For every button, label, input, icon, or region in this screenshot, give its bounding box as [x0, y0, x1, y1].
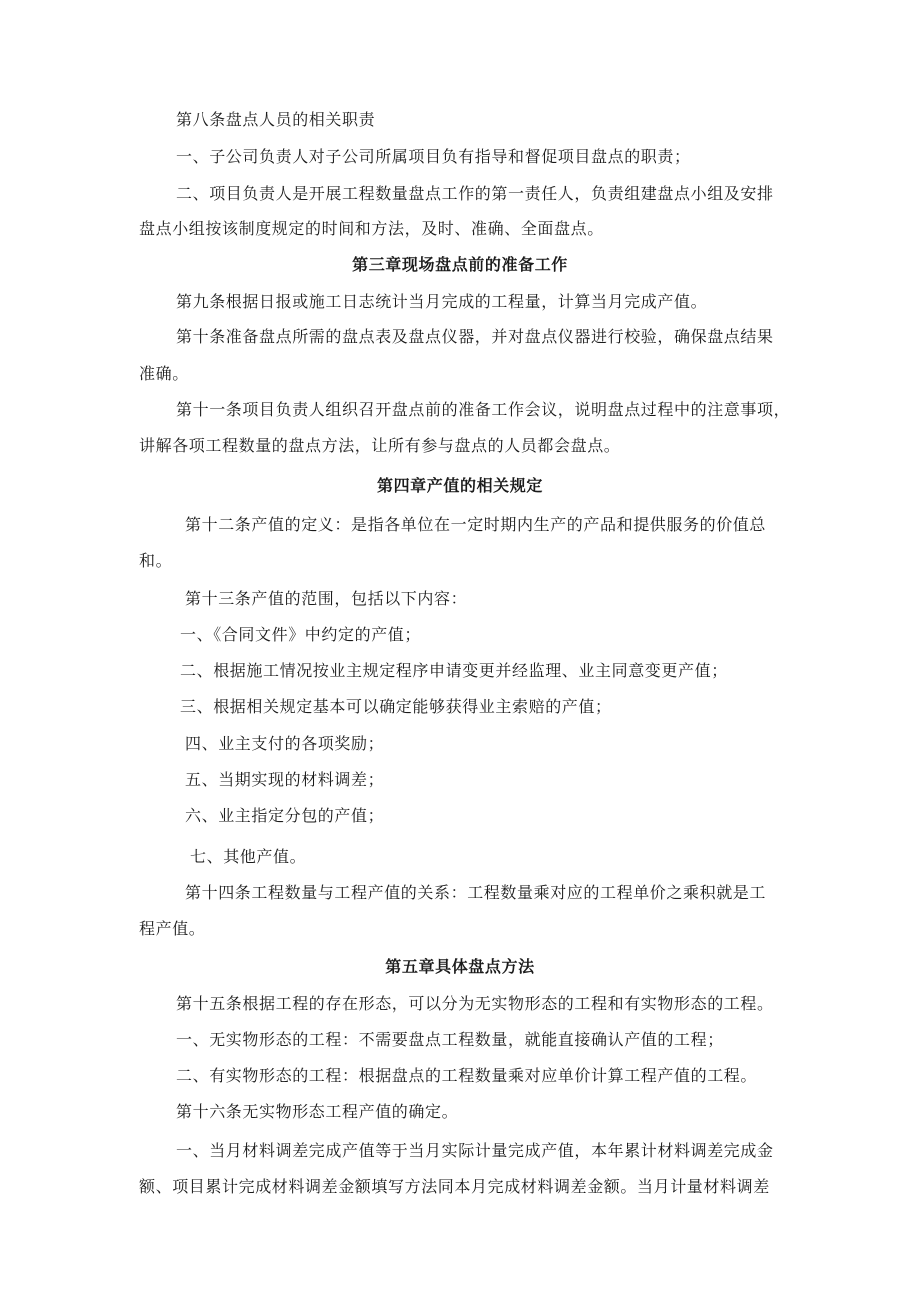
- article-15-item-2: 二、有实物形态的工程：根据盘点的工程数量乘对应单价计算工程产值的工程。: [176, 1066, 758, 1085]
- article-15-item-1: 一、无实物形态的工程：不需要盘点工程数量，就能直接确认产值的工程；: [176, 1030, 724, 1049]
- scope-item-5: 五、当期实现的材料调差；: [185, 770, 385, 789]
- scope-item-1: 一、《合同文件》中约定的产值；: [180, 625, 422, 644]
- article-16: 第十六条无实物形态工程产值的确定。: [176, 1102, 459, 1121]
- chapter-5-heading: 第五章具体盘点方法: [385, 957, 535, 976]
- article-12-line-2: 和。: [139, 551, 173, 570]
- article-14-line-2: 程产值。: [139, 919, 206, 938]
- scope-item-6: 六、业主指定分包的产值；: [185, 806, 385, 825]
- scope-item-2: 二、根据施工情况按业主规定程序申请变更并经监理、业主同意变更产值；: [180, 661, 728, 680]
- article-16-para-1-line-1: 一、当月材料调差完成产值等于当月实际计量完成产值，本年累计材料调差完成金: [176, 1141, 774, 1160]
- article-8-item-1: 一、子公司负责人对子公司所属项目负有指导和督促项目盘点的职责；: [176, 147, 691, 166]
- article-13: 第十三条产值的范围，包括以下内容：: [185, 589, 468, 608]
- article-11-line-1: 第十一条项目负责人组织召开盘点前的准备工作会议，说明盘点过程中的注意事项，: [176, 400, 791, 419]
- article-8-item-2-line-1: 二、项目负责人是开展工程数量盘点工作的第一责任人，负责组建盘点小组及安排: [176, 184, 774, 203]
- article-12-line-1: 第十二条产值的定义：是指各单位在一定时期内生产的产品和提供服务的价值总: [185, 515, 767, 534]
- scope-item-4: 四、业主支付的各项奖励；: [185, 734, 385, 753]
- article-8-item-2-line-2: 盘点小组按该制度规定的时间和方法，及时、准确、全面盘点。: [139, 219, 604, 238]
- article-16-para-1-line-2: 额、项目累计完成材料调差金额填写方法同本月完成材料调差金额。当月计量材料调差: [139, 1177, 770, 1196]
- chapter-3-heading: 第三章现场盘点前的准备工作: [352, 255, 568, 274]
- scope-item-3: 三、根据相关规定基本可以确定能够获得业主索赔的产值；: [180, 697, 612, 716]
- article-10-line-1: 第十条准备盘点所需的盘点表及盘点仪器，并对盘点仪器进行校验，确保盘点结果: [176, 327, 774, 346]
- article-10-line-2: 准确。: [139, 364, 189, 383]
- chapter-4-heading: 第四章产值的相关规定: [376, 476, 543, 495]
- article-14-line-1: 第十四条工程数量与工程产值的关系：工程数量乘对应的工程单价之乘积就是工: [185, 883, 767, 902]
- article-11-line-2: 讲解各项工程数量的盘点方法，让所有参与盘点的人员都会盘点。: [139, 436, 621, 455]
- article-8-title: 第八条盘点人员的相关职责: [176, 110, 376, 129]
- article-15: 第十五条根据工程的存在形态，可以分为无实物形态的工程和有实物形态的工程。: [176, 994, 774, 1013]
- scope-item-7: 七、其他产值。: [190, 847, 307, 866]
- article-9: 第九条根据日报或施工日志统计当月完成的工程量，计算当月完成产值。: [176, 292, 708, 311]
